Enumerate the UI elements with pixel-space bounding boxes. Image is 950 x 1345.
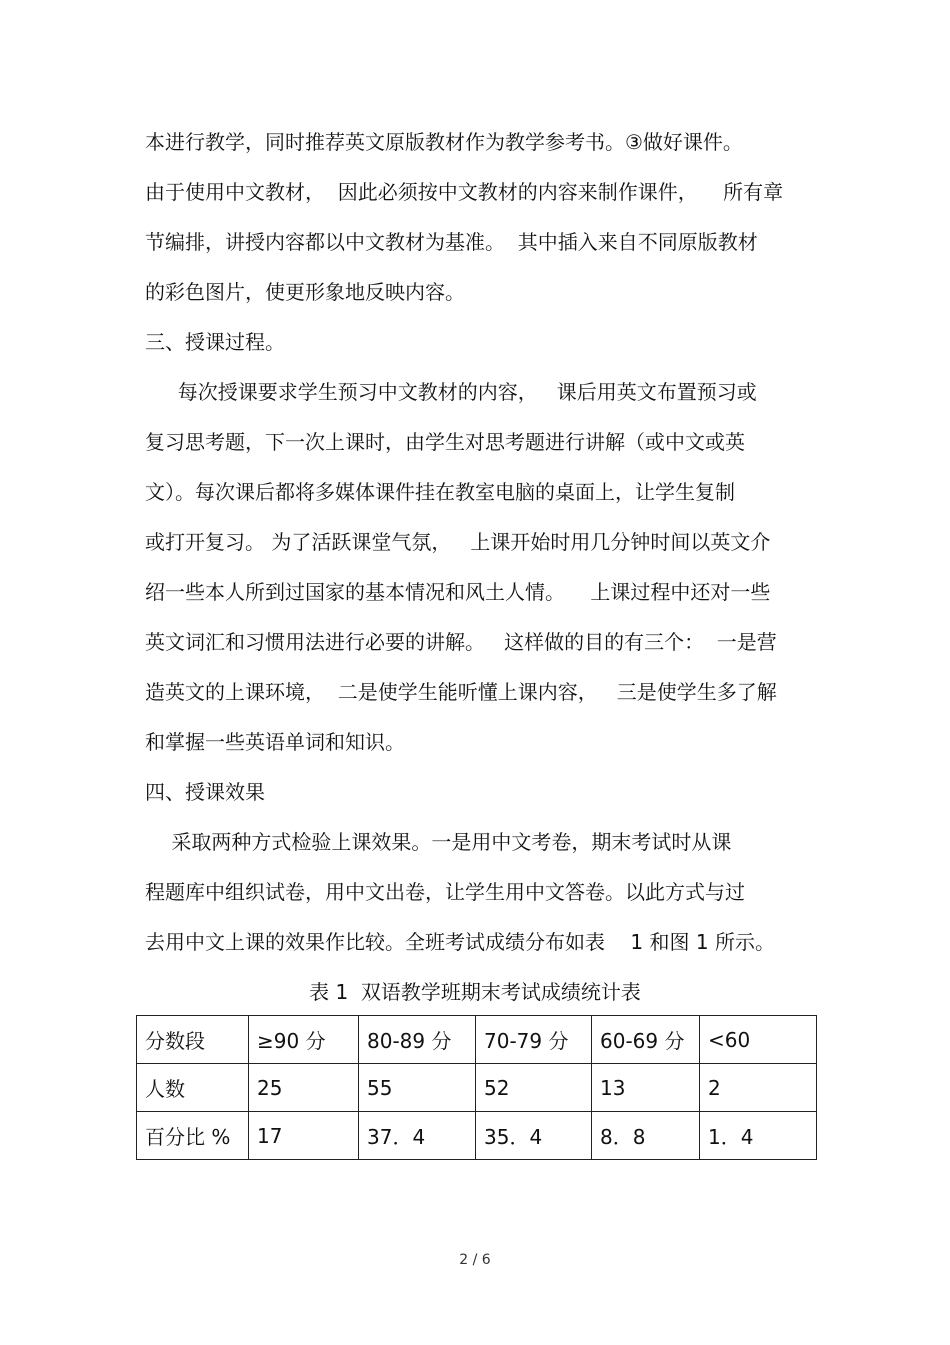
paragraph-line: 文）。每次课后都将多媒体课件挂在教室电脑的桌面上，让学生复制 <box>145 480 735 504</box>
table-header-cell: 分数段 <box>137 1016 249 1064</box>
table-cell: 37．4 <box>359 1112 476 1160</box>
section-heading: 三、授课过程。 <box>145 330 285 354</box>
paragraph-line: 的彩色图片，使更形象地反映内容。 <box>145 280 465 304</box>
paragraph-line: 复习思考题，下一次上课时，由学生对思考题进行讲解（或中文或英 <box>145 430 745 454</box>
paragraph-line: 程题库中组织试卷，用中文出卷，让学生用中文答卷。以此方式与过 <box>145 880 745 904</box>
table-cell: 人数 <box>137 1064 249 1112</box>
table-row <box>137 1016 817 1064</box>
table-header-cell: <60 <box>700 1016 817 1064</box>
page-number: 2 / 6 <box>459 1252 491 1268</box>
score-distribution-table <box>136 1015 817 1160</box>
table-header-cell: ≥90 分 <box>249 1016 359 1064</box>
table-header-cell: 70-79 分 <box>476 1016 592 1064</box>
table-cell: 13 <box>592 1064 700 1112</box>
paragraph-line: 去用中文上课的效果作比较。全班考试成绩分布如表 1 和图 1 所示。 <box>145 930 775 954</box>
paragraph-line: 和掌握一些英语单词和知识。 <box>145 730 405 754</box>
paragraph-line: 绍一些本人所到过国家的基本情况和风土人情。 上课过程中还对一些 <box>145 580 771 604</box>
paragraph-line: 本进行教学，同时推荐英文原版教材作为教学参考书。③做好课件。 <box>145 130 743 154</box>
table-cell: 8．8 <box>592 1112 700 1160</box>
table-row <box>137 1064 817 1112</box>
table-cell: 35．4 <box>476 1112 592 1160</box>
table-row <box>137 1112 817 1160</box>
paragraph-line: 英文词汇和习惯用法进行必要的讲解。 这样做的目的有三个： 一是营 <box>145 630 777 654</box>
table-cell: 1．4 <box>700 1112 817 1160</box>
table-cell: 17 <box>249 1112 359 1160</box>
table-cell: 55 <box>359 1064 476 1112</box>
paragraph-line: 或打开复习。 为了活跃课堂气氛， 上课开始时用几分钟时间以英文介 <box>145 530 771 554</box>
paragraph-line: 由于使用中文教材， 因此必须按中文教材的内容来制作课件， 所有章 <box>145 180 784 204</box>
table-cell: 52 <box>476 1064 592 1112</box>
paragraph-line: 每次授课要求学生预习中文教材的内容， 课后用英文布置预习或 <box>165 380 757 404</box>
table-header-cell: 60-69 分 <box>592 1016 700 1064</box>
paragraph-line: 造英文的上课环境， 二是使学生能听懂上课内容， 三是使学生多了解 <box>145 680 777 704</box>
paragraph-line: 采取两种方式检验上课效果。一是用中文考卷，期末考试时从课 <box>165 830 732 854</box>
table-caption: 表 1 双语教学班期末考试成绩统计表 <box>309 980 641 1004</box>
table-header-cell: 80-89 分 <box>359 1016 476 1064</box>
table-cell: 25 <box>249 1064 359 1112</box>
table-cell: 2 <box>700 1064 817 1112</box>
table-cell: 百分比 % <box>137 1112 249 1160</box>
paragraph-line: 节编排，讲授内容都以中文教材为基准。 其中插入来自不同原版教材 <box>145 230 758 254</box>
section-heading: 四、授课效果 <box>145 780 265 804</box>
